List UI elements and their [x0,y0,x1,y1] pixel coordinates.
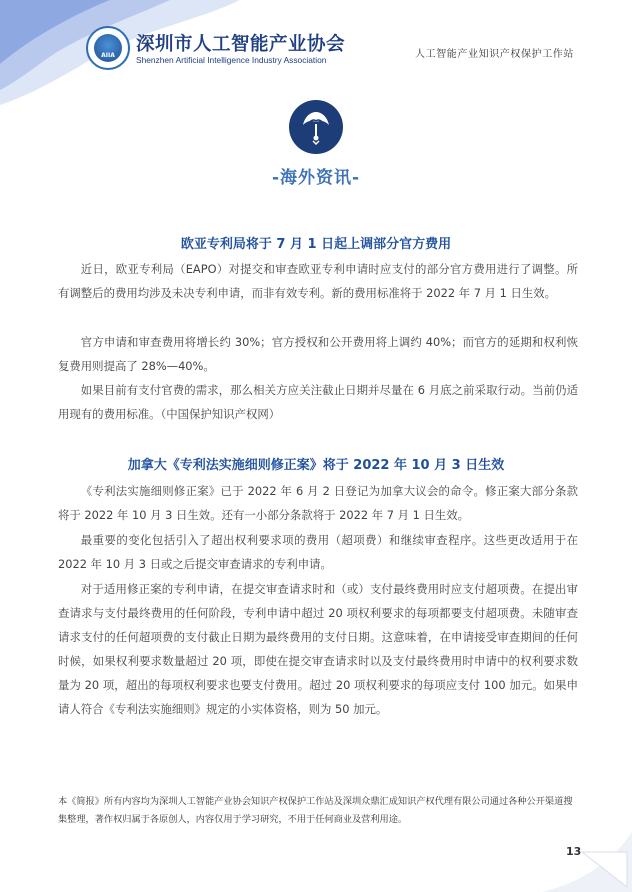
page-number: 13 [566,845,582,858]
article-headline: 加拿大《专利法实施细则修正案》将于 2022 年 10 月 3 日生效 [127,458,505,473]
article-paragraph: 对于适用修正案的专利申请，在提交审查请求时和（或）支付最终费用时应支付超项费。在提出审查请求与支付最终费用的任何阶段，专利申请中超过 20 项权利要求的每项都要支付超项费。未随审查请求支付的任何超项费的支付截止日期为最终费用的支付日期。这意味着，在申请接受审查期间的任何时候，如果权利要求数量超过 20 项，即使在提交审查请求时以及支付最终费用时申请中的权利要求数量为 20 项，超出的每项权利要求也要支付费用。超过 20 项权利要求的每项应支付 100 加元。如果申请人符合《专利法实施细则》规定的小实体资格，则为 50 加元。 [58,582,578,716]
article-paragraph: 《专利法实施细则修正案》已于 2022 年 6 月 2 日登记为加拿大议会的命令。修正案大部分条款将于 2022 年 10 月 3 日生效。还有一小部分条款将于 2022 年 7 月 1 日生效。 [58,484,578,522]
association-logo [86,26,130,70]
article-paragraph: 如果目前有支付官费的需求，那么相关方应关注截止日期并尽量在 6 月底之前采取行动。当前仍适用现有的费用标准。（中国保护知识产权网） [58,383,578,421]
article-headline: 欧亚专利局将于 7 月 1 日起上调部分官方费用 [180,237,452,252]
article-paragraph: 官方申请和审查费用将增长约 30%；官方授权和公开费用将上调约 40%；而官方的延期和权利恢复费用则提高了 28%—40%。 [58,335,578,373]
association-name: 深圳市人工智能产业协会 [136,34,346,55]
article-paragraph: 近日，欧亚专利局（EAPO）对提交和审查欧亚专利申请时应支付的部分官方费用进行了调整。所有调整后的费用均涉及未决专利申请，而非有效专利。新的费用标准将于 2022 年 7 月 1 日生效。 [58,262,578,300]
workstation-label: 人工智能产业知识产权保护工作站 [415,49,574,60]
disclaimer-footnote: 本《简报》所有内容均为深圳人工智能产业协会知识产权保护工作站及深圳众鼎汇成知识产权代理有限公司通过各种公开渠道搜集整理，著作权归属于各原创人，内容仅用于学习研究，不用于任何商业及营利用途。 [58,796,573,825]
association-name-en: Shenzhen Artificial Intelligence Industry Association [136,55,327,65]
article-paragraph: 最重要的变化包括引入了超出权利要求项的费用（超项费）和继续审查程序。这些更改适用于在 2022 年 10 月 3 日或之后提交审查请求的专利申请。 [58,533,578,571]
ruyi-emblem-icon [289,100,343,154]
logo-text: AIIA [101,52,115,59]
page-corner-decoration [542,832,632,892]
section-title: -海外资讯- [271,168,361,188]
